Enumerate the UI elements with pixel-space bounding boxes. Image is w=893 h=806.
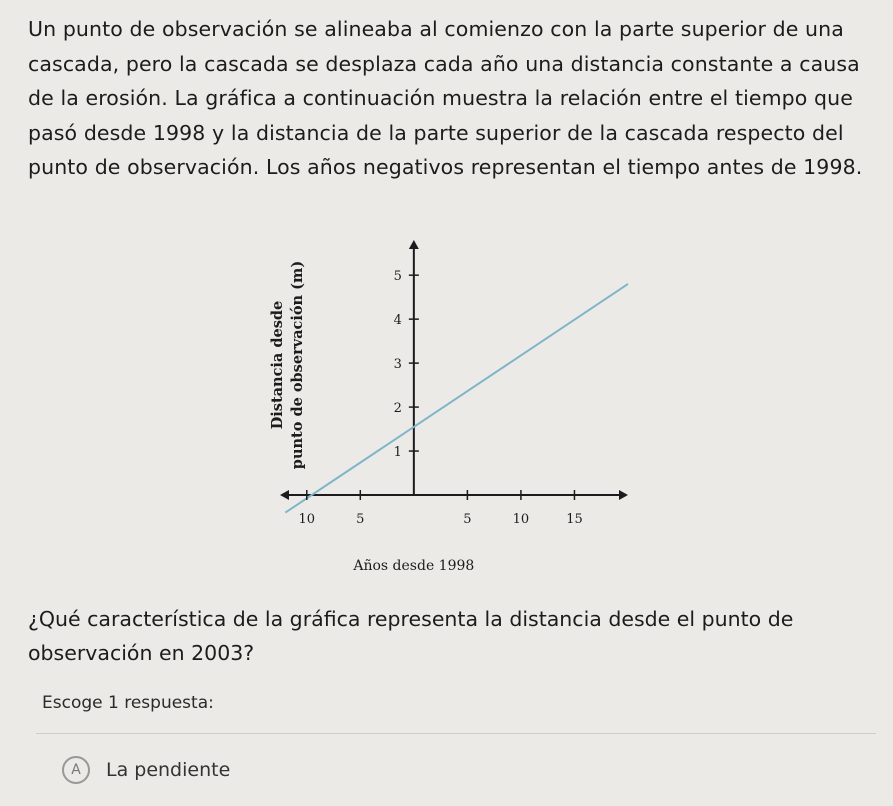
x-axis-arrow-right [619,490,628,500]
choose-answer-label: Escoge 1 respuesta: [42,693,214,713]
axes [280,240,628,500]
line-chart [256,232,636,592]
y-tick-label-3: 4 [393,313,402,329]
y-tick-label-0: 1 [393,445,402,461]
question-text: ¿Qué característica de la gráfica representa la distancia desde el punto de observación en 2003? [28,607,794,665]
y-axis-label-line-0: Distancia desde [269,300,286,430]
choice-a-letter: A [62,756,90,784]
x-axis-arrow-left [280,490,289,500]
y-axis-arrow-up [409,240,419,249]
x-axis-label: Años desde 1998 [353,558,475,574]
choice-a[interactable] [62,752,230,788]
x-tick-label-1: 5 [356,512,365,528]
x-tick-label-4: 15 [566,512,583,528]
y-tick-label-1: 2 [393,401,402,417]
y-axis-label-line-1: punto de observación (m) [289,260,306,470]
divider [36,733,876,734]
x-tick-label-3: 10 [512,512,530,528]
y-tick-label-2: 3 [393,357,402,373]
x-tick-label-0: 10 [298,512,316,528]
x-tick-label-2: 5 [463,512,472,528]
series-layer [285,284,628,513]
choice-a-text: La pendiente [106,759,231,781]
y-axis-label [269,261,306,469]
chart-container [256,232,636,592]
axis-labels [269,261,583,574]
problem-statement: Un punto de observación se alineaba al comienzo con la parte superior de una cascada, pero la cascada se desplaza cada año una distancia constante a causa de la erosión. La gráfica a continuación muestra la relación entre el tiempo que pasó desde 1998 y la distancia de la parte superior de la cascada respecto del punto de observación. Los años negativos representan el tiempo antes de 1998. [28,17,863,179]
series-line-0 [285,284,628,513]
y-tick-label-4: 5 [393,269,402,285]
ticks [307,275,575,500]
